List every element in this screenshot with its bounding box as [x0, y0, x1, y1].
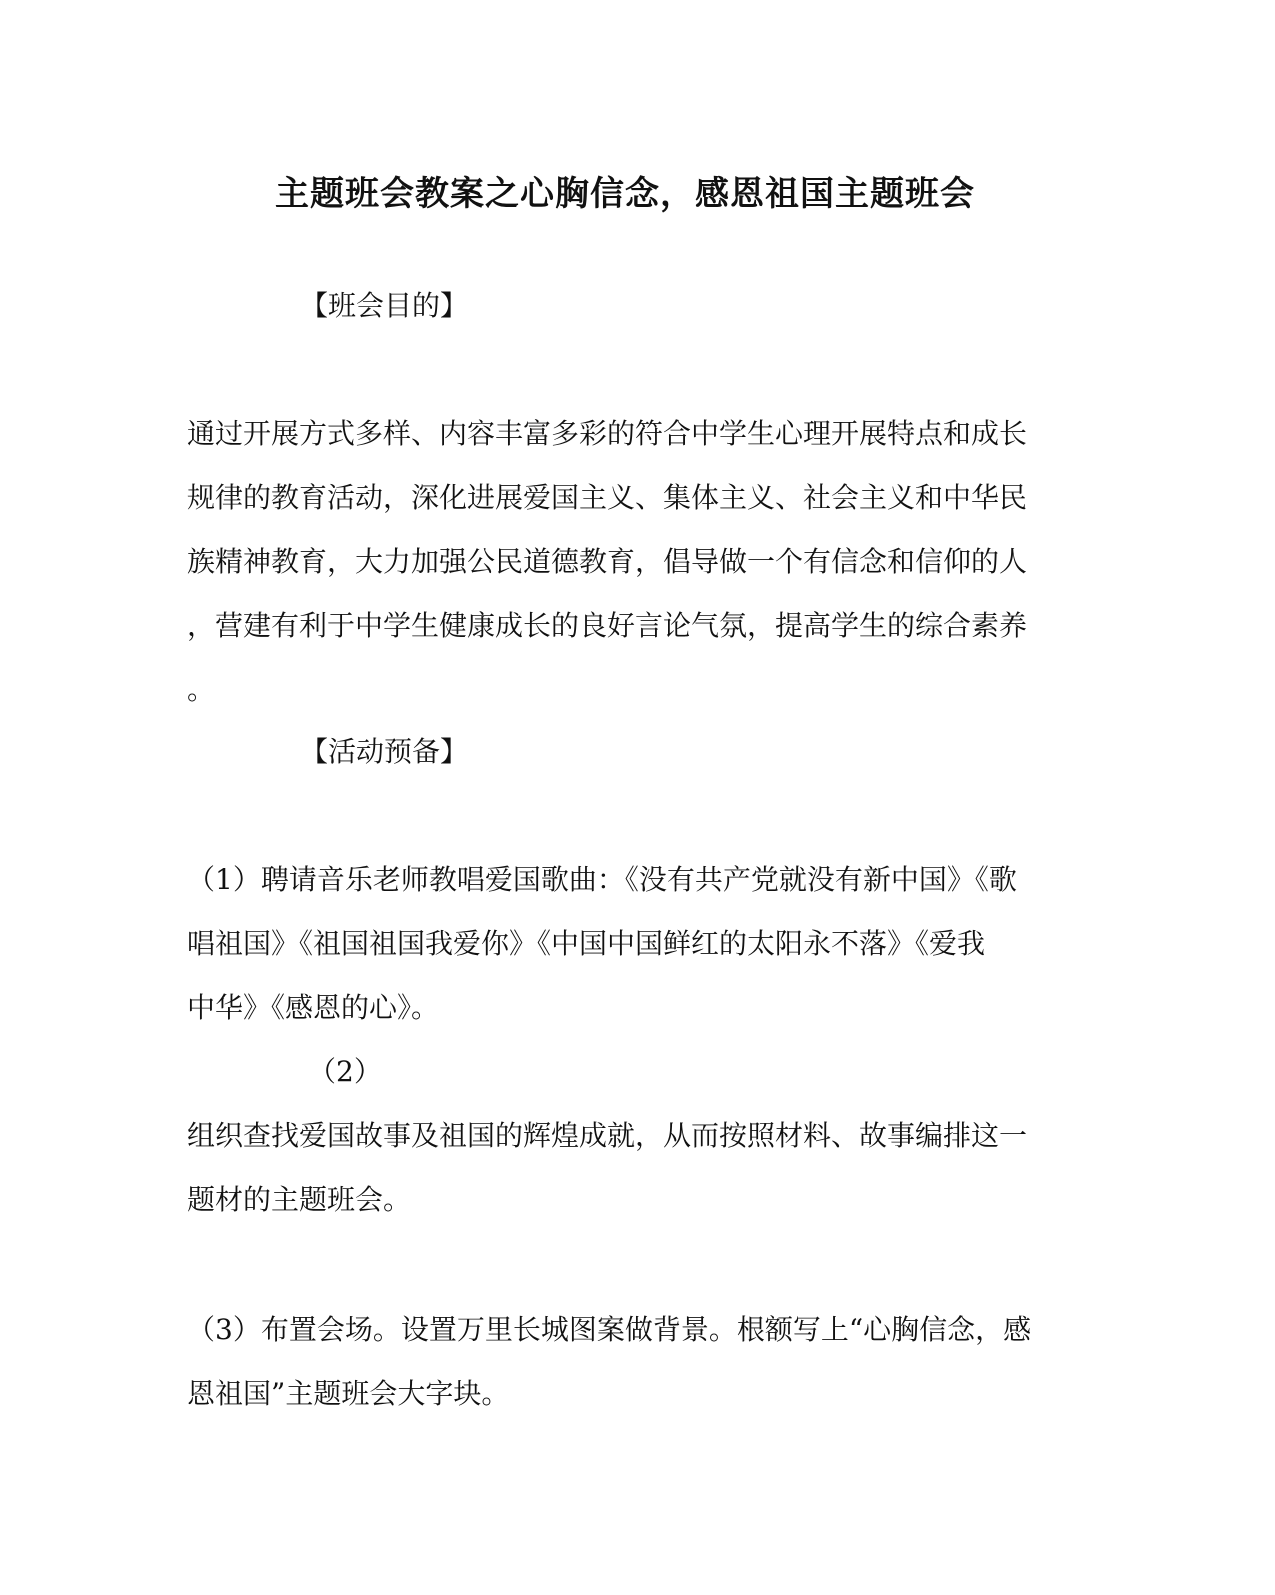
prep-item-2-line: 组织查找爱国故事及祖国的辉煌成就，从而按照材料、故事编排这一: [187, 1119, 1028, 1152]
prep-item-3-line: （3）布置会场。设置万里长城图案做背景。根额写上“心胸信念，感: [187, 1313, 1032, 1346]
section-heading-purpose: 【班会目的】: [300, 289, 469, 322]
purpose-paragraph-line: 。: [187, 673, 216, 706]
prep-item-1-line: 中华》《感恩的心》。: [187, 991, 440, 1024]
prep-item-1-line: （1）聘请音乐老师教唱爱国歌曲：《没有共产党就没有新中国》《歌: [187, 863, 1017, 896]
section-heading-preparation: 【活动预备】: [300, 735, 469, 768]
prep-item-2-marker: （2）: [308, 1055, 382, 1088]
purpose-paragraph-line: 族精神教育，大力加强公民道德教育，倡导做一个有信念和信仰的人: [187, 545, 1028, 578]
purpose-paragraph-line: ，营建有利于中学生健康成长的良好言论气氛，提高学生的综合素养: [187, 609, 1028, 642]
purpose-paragraph-line: 规律的教育活动，深化进展爱国主义、集体主义、社会主义和中华民: [187, 481, 1028, 514]
prep-item-2-line: 题材的主题班会。: [187, 1183, 412, 1216]
purpose-paragraph-line: 通过开展方式多样、内容丰富多彩的符合中学生心理开展特点和成长: [187, 417, 1028, 450]
prep-item-1-line: 唱祖国》《祖国祖国我爱你》《中国中国鲜红的太阳永不落》《爱我: [187, 927, 986, 960]
document-title: 主题班会教案之心胸信念，感恩祖国主题班会: [275, 174, 975, 214]
prep-item-3-line: 恩祖国”主题班会大字块。: [187, 1377, 510, 1410]
